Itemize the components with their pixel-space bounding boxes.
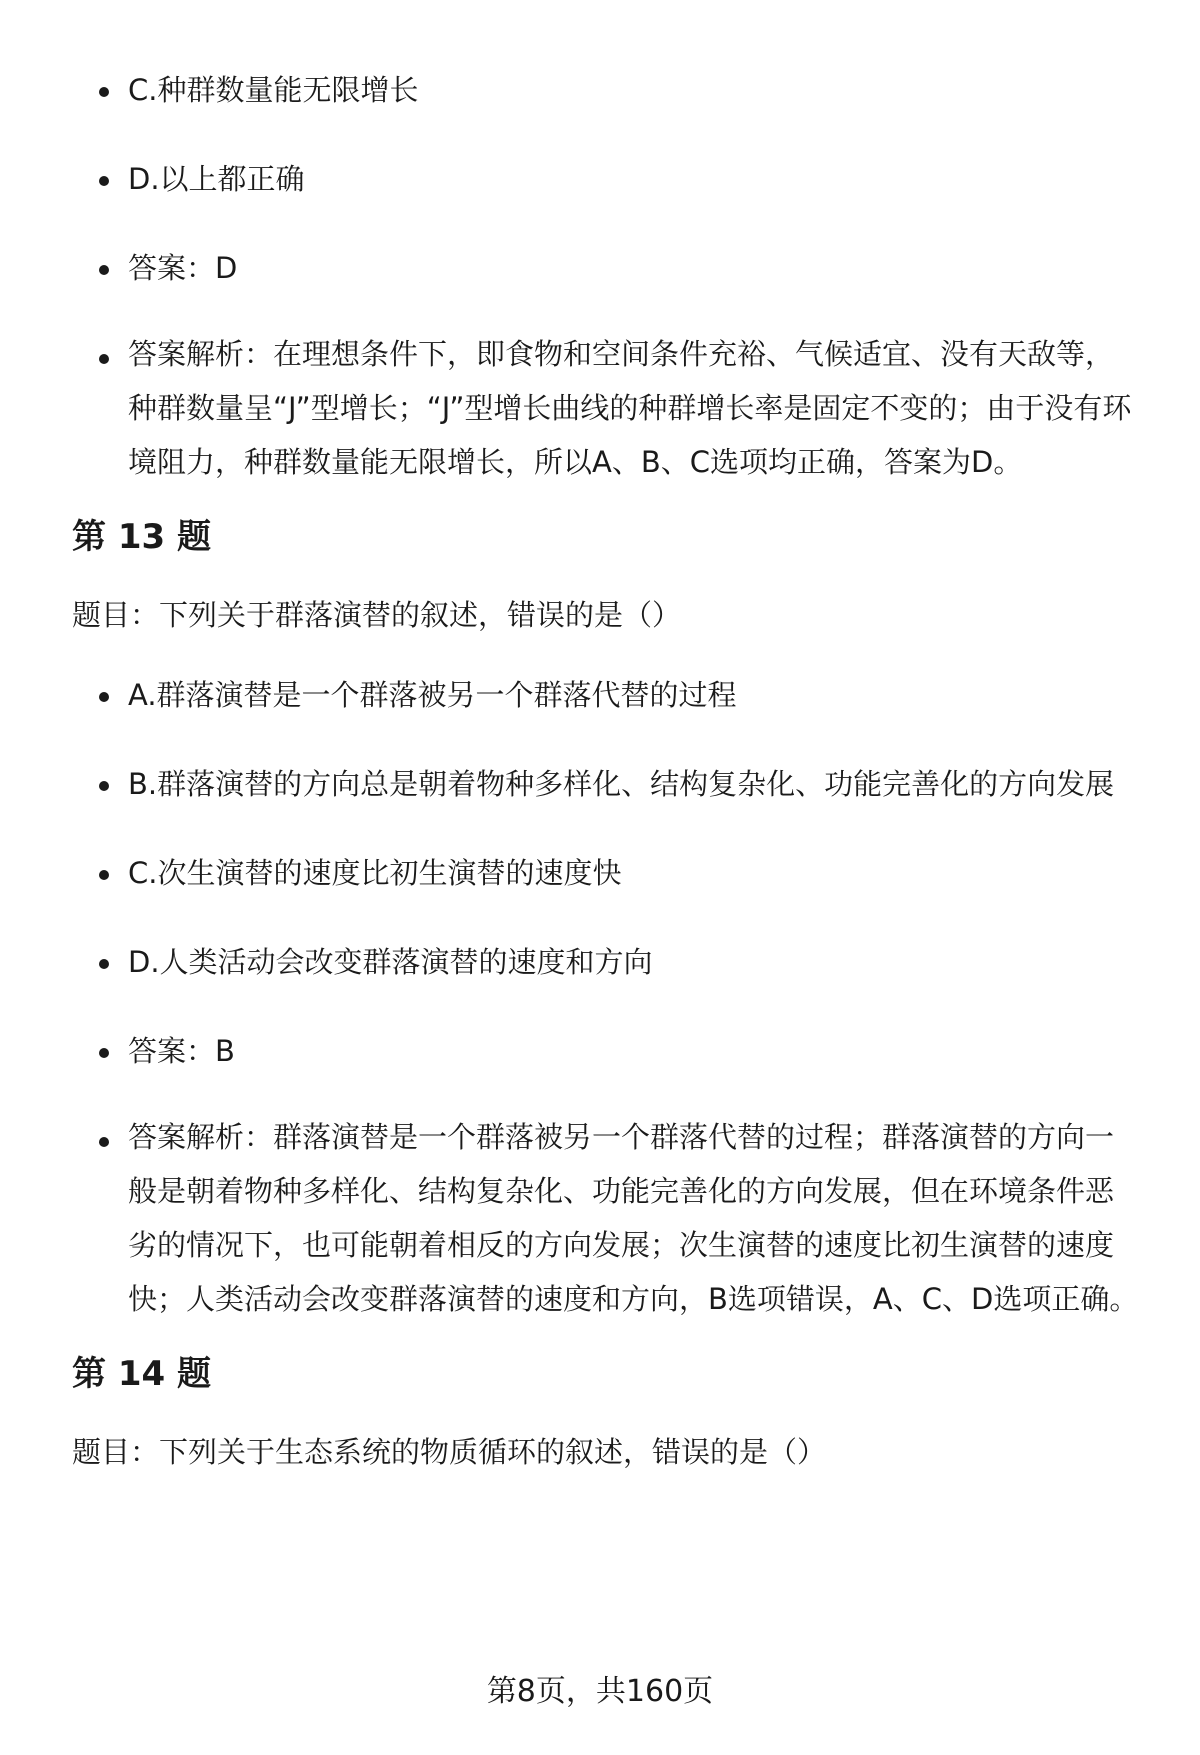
question-13-items (72, 665, 1142, 1326)
question-14-heading: 第 14 题 (72, 1354, 211, 1394)
option-c: C.种群数量能无限增长 (72, 60, 1142, 120)
option-d: D.以上都正确 (72, 149, 1142, 209)
question-13-heading: 第 13 题 (72, 517, 211, 557)
answer-explanation: 答案解析：群落演替是一个群落被另一个群落代替的过程；群落演替的方向一般是朝着物种多样化、结构复杂化、功能完善化的方向发展，但在环境条件恶劣的情况下，也可能朝着相反的方向发展；次生演替的速度比初生演替的速度快；人类活动会改变群落演替的速度和方向，B选项错误，A、C、D选项正确。 (72, 1110, 1142, 1326)
prev-question-items (72, 60, 1142, 489)
answer: 答案：D (72, 238, 1142, 298)
option-a: A.群落演替是一个群落被另一个群落代替的过程 (72, 665, 1142, 725)
option-c: C.次生演替的速度比初生演替的速度快 (72, 843, 1142, 903)
answer-explanation: 答案解析：在理想条件下，即食物和空间条件充裕、气候适宜、没有天敌等，种群数量呈“J”型增长；“J”型增长曲线的种群增长率是固定不变的；由于没有环境阻力，种群数量能无限增长，所以A、B、C选项均正确，答案为D。 (72, 327, 1142, 489)
question-13-stem: 题目：下列关于群落演替的叙述，错误的是（） (72, 598, 682, 632)
option-b: B.群落演替的方向总是朝着物种多样化、结构复杂化、功能完善化的方向发展 (72, 754, 1142, 814)
page-number: 第8页，共160页 (486, 1674, 714, 1709)
option-d: D.人类活动会改变群落演替的速度和方向 (72, 932, 1142, 992)
document-content (72, 60, 1142, 1502)
answer: 答案：B (72, 1021, 1142, 1081)
question-14-stem: 题目：下列关于生态系统的物质循环的叙述，错误的是（） (72, 1435, 827, 1469)
